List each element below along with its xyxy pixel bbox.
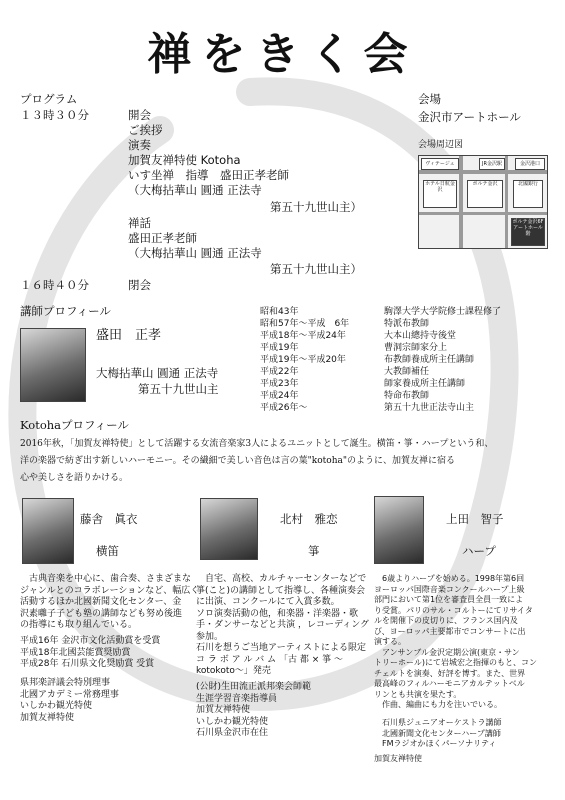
bio-line: 作曲、編曲にも力を注いでいる。 [374, 700, 502, 709]
program-generation-1: 第五十九世山主） [270, 200, 362, 214]
history-event: 布教師養成所主任講師 [384, 355, 475, 365]
program-item: 禅話 [128, 216, 151, 230]
member-bio [374, 574, 537, 711]
award-line: 平成28年 石川県文化奨励賞 受賞 [20, 659, 155, 669]
member-photo-kitamura [200, 498, 258, 560]
history-event: 大本山總持寺後堂 [384, 331, 457, 341]
program-item: 開会 [128, 108, 151, 122]
member-awards [20, 636, 160, 671]
venue-name: 金沢市アートホール [418, 110, 521, 124]
program-list-open [128, 108, 289, 198]
map-label: 会場周辺図 [418, 140, 464, 150]
member-roles [196, 682, 311, 740]
bio-line: kotokoto～」発売 [196, 666, 271, 676]
award-line: 平成18年北國芸能賞奨励賞 [20, 647, 131, 658]
kotoha-heading: Kotohaプロフィール [20, 418, 129, 432]
role-line: 北國新聞文化センターハープ講師 [382, 728, 501, 738]
kotoha-line: 洋の楽器で紡ぎ出す新しいハーモニー。その繊細で美しい音色は言の葉"kotoha"のように、加賀友禅に宿る [20, 456, 455, 466]
program-generation-2: 第五十九世山主） [270, 262, 362, 276]
kotoha-line: 2016年秋，「加賀友禅特使」として活躍する女流音楽家3人によるユニットとして誕生。横笛・箏・ハープという和、 [20, 439, 494, 449]
lecturer-temple: 大梅拈華山 圓通 正法寺 [96, 366, 219, 380]
role-line: FMラジオかほくパーソナリティ [382, 739, 497, 748]
bio-line: コ ラ ボ ア ル バ ム 「古 都 × 箏 ～ [196, 654, 344, 665]
bio-line: び、ヨーロッパ主要都市でコンサートに出 [374, 626, 526, 636]
bio-line: に出演、コンクールにて入賞多数。 [196, 597, 340, 607]
history-year: 昭和57年～平成 6年 [260, 319, 350, 329]
program-item: （大梅拈華山 圓通 正法寺 [128, 246, 262, 260]
bio-line: アンサンブル金沢定期公演(東京・サン [374, 647, 520, 657]
bio-line: リンとも共演を果たす。 [374, 689, 462, 699]
bio-line: ソロ演奏活動の他，和楽器・洋楽器・歌 [196, 608, 359, 619]
bio-line: 石川を想うご当地アーティストによる限定 [196, 643, 367, 653]
bio-line: 部門において第1位を審査員全員一致によ [374, 595, 524, 604]
lecturer-name: 盛田 正孝 [96, 328, 162, 343]
role-line: 生涯学習音楽指導員 [196, 693, 278, 704]
bio-line: 参加。 [196, 631, 224, 642]
role-line: 石川県ジュニアオーケストラ講師 [382, 718, 502, 727]
history-event: 大教師補任 [384, 367, 430, 377]
member-instrument: ハープ [462, 544, 496, 558]
role-line: 加賀友禅特使 [196, 705, 251, 715]
member-instrument: 横笛 [96, 544, 119, 558]
bio-line: 沢素囃子子ども塾の講師なども努め後進 [20, 608, 183, 619]
history-year: 平成23年 [260, 379, 299, 389]
member-name: 藤舎 眞衣 [80, 512, 138, 526]
member-bio [196, 574, 369, 678]
venue-heading: 会場 [418, 92, 441, 106]
bio-line: チェルトを演奏、好評を博す。また、世界 [374, 668, 526, 678]
bio-line: 演する。 [374, 637, 406, 646]
role-line: 石川県金沢市在住 [196, 728, 269, 738]
award-line: 平成16年 金沢市文化活動賞を受賞 [20, 636, 161, 646]
program-list-talk [128, 216, 262, 261]
kotoha-line: 心や美しさを語りかける。 [20, 473, 129, 483]
member-instrument: 箏 [308, 544, 320, 558]
history-event: 駒澤大学大学院修士課程修了 [384, 307, 502, 317]
bio-line: 箏(こと)の講師として指導し、各種演奏会 [196, 585, 366, 596]
map-place: 金沢港口 [515, 158, 545, 170]
bio-line: 最高峰のフィルハーモニアカルテットベル [374, 679, 525, 688]
bio-line: トリーホール)にて岩城宏之指揮のもと、コン [374, 658, 537, 667]
program-time-open: １３時３０分 [20, 108, 89, 122]
program-heading: プログラム [20, 92, 78, 106]
lecturer-history-years [260, 306, 349, 414]
venue-map [418, 155, 548, 249]
bio-line: の指導にも取り組んでいる。 [20, 620, 138, 630]
bio-line: り受賞。パリのサル・コルトーにてリサイタ [374, 605, 533, 615]
role-line: (公財)生田流正派邦楽会師範 [196, 682, 312, 692]
map-place: ポルテ金沢 [467, 180, 503, 208]
program-item: ご挨拶 [128, 123, 163, 137]
history-year: 平成26年～ [260, 403, 308, 413]
bio-line: ルを開催下の皮切りに、フランス国内及 [374, 616, 518, 625]
venue-marker: ポルテ金沢6F アートホール 階 [511, 218, 545, 246]
program-close-label: 閉会 [128, 278, 151, 292]
history-event: 特命布教師 [384, 391, 430, 401]
bio-line: 古典音楽を中心に、歯合奏、さまざまな [20, 574, 192, 584]
bio-line: 6歳よりハープを始める。1998年第6回 [374, 574, 525, 583]
history-event: 曹洞宗師家分上 [384, 343, 448, 353]
kotoha-description [20, 436, 493, 487]
map-place: ホテル日航金沢 [423, 180, 457, 208]
history-year: 平成19年～平成20年 [260, 355, 346, 365]
history-year: 平成22年 [260, 367, 299, 377]
member-photo-ueda [374, 496, 424, 564]
program-item: 演奏 [128, 138, 151, 152]
member-roles [382, 718, 501, 750]
role-line: 県邦楽評議会特別理事 [20, 678, 111, 688]
program-item: （大梅拈華山 圓通 正法寺 [128, 183, 262, 197]
member-roles [20, 678, 119, 724]
bio-line: 自宅、高校、カルチャーセンターなどで [196, 574, 367, 584]
role-line: 加賀友禅特使 [20, 712, 75, 723]
history-event: 師家養成所主任講師 [384, 379, 466, 389]
program-item: いす坐禅 指導 盛田正孝老師 [128, 168, 289, 182]
program-time-close: １６時４０分 [20, 278, 89, 292]
bio-line: 手・ダンサーなどと共演 ，レコーディング [196, 620, 370, 630]
page-title: 禅をきく会 [147, 29, 418, 80]
role-line: いしかわ観光特使 [196, 716, 269, 727]
lecturer-photo [20, 328, 86, 402]
history-year: 昭和43年 [260, 307, 299, 317]
bio-line: 活動するほか北國新聞文化センター、金 [20, 597, 182, 607]
member-name: 上田 智子 [446, 512, 504, 526]
program-item: 加賀友禅特使 Kotoha [128, 153, 241, 167]
map-place: ヴィテージュ [421, 158, 459, 170]
role-line: いしかわ観光特使 [20, 701, 93, 711]
member-name: 北村 雅恋 [280, 512, 338, 526]
map-place: JR金沢駅 [479, 158, 505, 170]
role-line: 北國アカデミー常務理事 [20, 689, 119, 700]
lecturer-heading: 講師プロフィール [20, 304, 111, 318]
lecturer-history-events [384, 306, 501, 414]
history-year: 平成19年 [260, 343, 299, 353]
history-event: 第五十九世正法寺山主 [384, 403, 475, 413]
bio-line: ヨーロッパ国際音楽コンクールハープ上級 [374, 584, 525, 594]
member-bio [20, 574, 199, 632]
role-line: 加賀友禅特使 [374, 754, 422, 763]
program-item: 盛田正孝老師 [128, 231, 197, 245]
member-photo-fujisha [22, 498, 74, 564]
lecturer-generation: 第五十九世山主 [138, 382, 219, 396]
history-event: 特派布教師 [384, 319, 430, 329]
history-year: 平成24年 [260, 391, 299, 401]
map-place: 北國銀行 [513, 180, 543, 208]
bio-line: ジャンルとのコラボレーションなど、幅広く [20, 585, 200, 596]
history-year: 平成18年～平成24年 [260, 331, 346, 341]
